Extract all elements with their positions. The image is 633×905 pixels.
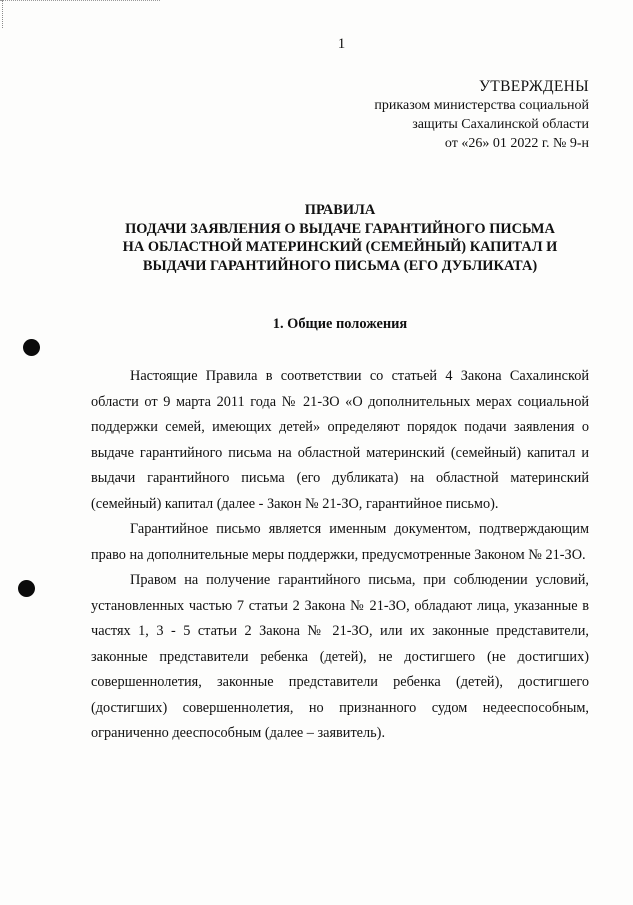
section-heading: 1. Общие положения bbox=[272, 316, 408, 332]
title-line: ПОДАЧИ ЗАЯВЛЕНИЯ О ВЫДАЧЕ ГАРАНТИЙНОГО ПИСЬМА bbox=[125, 220, 555, 237]
scan-edge-artifact-left bbox=[2, 0, 7, 28]
paragraph: Гарантийное письмо является именным документом, подтверждающим право на дополнительные меры поддержки, предусмотренные Законом № 21-ЗО. bbox=[91, 521, 589, 563]
approval-date-line: от «26» 01 2022 г. № 9-н bbox=[444, 136, 589, 151]
approval-stamp-block bbox=[374, 77, 589, 153]
title-line: ВЫДАЧИ ГАРАНТИЙНОГО ПИСЬМА (ЕГО ДУБЛИКАТА) bbox=[142, 257, 538, 274]
approval-line: защиты Сахалинской области bbox=[412, 117, 589, 132]
punch-hole-top bbox=[23, 339, 40, 356]
paragraph: Настоящие Правила в соответствии со статьей 4 Закона Сахалинской области от 9 марта 2011 года № 21-ЗО «О дополнительных мерах социальной поддержки семей, имеющих детей» определяют порядок подачи заявления о выдаче гарантийного письма на областной материнский (семейный) капитал и выдачи гарантийного письма (его дубликата) на областной материнский (семейный) капитал (далее - Закон № 21-ЗО, гарантийное письмо). bbox=[91, 368, 589, 512]
document-title bbox=[60, 201, 620, 275]
punch-hole-bottom bbox=[18, 580, 35, 597]
document-body bbox=[91, 364, 589, 747]
scan-edge-artifact bbox=[0, 0, 160, 15]
approval-heading: УТВЕРЖДЕНЫ bbox=[479, 78, 589, 95]
title-line: НА ОБЛАСТНОЙ МАТЕРИНСКИЙ (СЕМЕЙНЫЙ) КАПИТАЛ И bbox=[122, 239, 558, 256]
title-line: ПРАВИЛА bbox=[304, 202, 376, 218]
page-number: 1 bbox=[337, 36, 346, 52]
approval-line: приказом министерства социальной bbox=[374, 98, 589, 113]
paragraph: Правом на получение гарантийного письма, при соблюдении условий, установленных частью 7 статьи 2 Закона № 21-ЗО, обладают лица, указанные в частях 1, 3 - 5 статьи 2 Закона № 21-ЗО, или их законные представители, законные представители ребенка (детей), не достигшего (не достигших) совершеннолетия, законные представители ребенка (детей), достигшего (достигших) совершеннолетия, но признанного судом недееспособным, ограниченно дееспособным (далее – заявитель). bbox=[91, 572, 589, 741]
